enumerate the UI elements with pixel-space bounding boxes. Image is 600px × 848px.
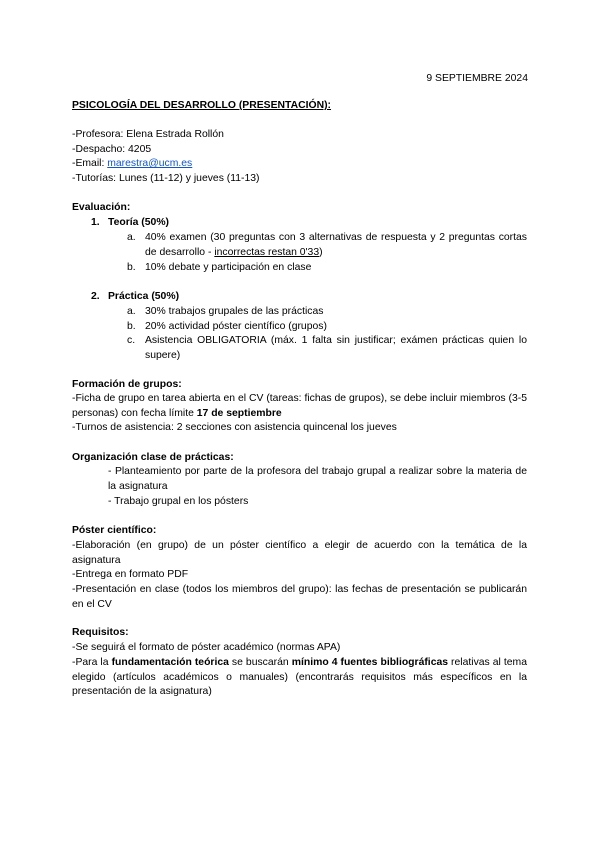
email-line <box>72 157 527 172</box>
teoria-number: 1. <box>91 217 100 228</box>
email-link[interactable]: marestra@ucm.es <box>107 158 193 170</box>
document-title: PSICOLOGÍA DEL DESARROLLO (PRESENTACIÓN): <box>72 100 332 111</box>
formacion-heading: Formación de grupos: <box>72 379 182 390</box>
practica-c-text: Asistencia OBLIGATORIA (máx. 1 falta sin justificar; exámen prácticas quien lo supere) <box>145 335 527 361</box>
requisitos-p2-e: relativas al tema elegido (artículos académicos o manuales) (encontrarás requisitos más específicos en la presentación de la asignatura) <box>72 657 527 698</box>
practica-b-marker: b. <box>127 321 136 332</box>
teoria-b-text: 10% debate y participación en clase <box>145 262 312 273</box>
profesora-line: -Profesora: Elena Estrada Rollón <box>72 129 224 140</box>
poster-p2: -Entrega en formato PDF <box>72 569 189 580</box>
email-label: -Email: <box>72 158 108 170</box>
organizacion-item-1: - Planteamiento por parte de la profesora del trabajo grupal a realizar sobre la materia de la asignatura <box>108 466 527 492</box>
formacion-p2: -Turnos de asistencia: 2 secciones con asistencia quincenal los jueves <box>72 422 397 433</box>
requisitos-p1: -Se seguirá el formato de póster académico (normas APA) <box>72 642 341 653</box>
tutorias-line: -Tutorías: Lunes (11-12) y jueves (11-13) <box>72 172 260 184</box>
evaluacion-heading: Evaluación: <box>72 202 131 213</box>
document-date: 9 SEPTIEMBRE 2024 <box>426 73 528 84</box>
teoria-b-marker: b. <box>127 262 136 273</box>
formacion-p1-text: -Ficha de grupo en tarea abierta en el CV (tareas: fichas de grupos), se debe incluir miembros (3-5 personas) con fecha límite <box>72 393 527 419</box>
teoria-a-main: 40% examen (30 preguntas con 3 alternativas de respuesta y 2 preguntas cortas de desarrollo - <box>145 232 527 258</box>
practica-a-text: 30% trabajos grupales de las prácticas <box>145 306 324 317</box>
formacion-p1 <box>72 392 527 421</box>
requisitos-heading: Requisitos: <box>72 627 129 638</box>
poster-heading: Póster científico: <box>72 525 157 536</box>
contact-info <box>72 128 527 186</box>
teoria-a-text <box>145 231 527 260</box>
practica-c-marker: c. <box>127 335 136 346</box>
organizacion-item-2: - Trabajo grupal en los pósters <box>108 496 249 507</box>
requisitos-p2-c: se buscarán <box>228 657 292 668</box>
teoria-label: Teoría (50%) <box>108 217 170 228</box>
poster-p3: -Presentación en clase (todos los miembros del grupo): las fechas de presentación se publicarán en el CV <box>72 584 527 610</box>
requisitos-p2 <box>72 656 527 700</box>
practica-b-text: 20% actividad póster científico (grupos) <box>145 321 327 332</box>
organizacion-heading: Organización clase de prácticas: <box>72 452 234 463</box>
practica-label: Práctica (50%) <box>108 291 180 302</box>
teoria-a-underlined: incorrectas restan 0'33 <box>214 246 320 258</box>
practica-a-marker: a. <box>127 306 136 317</box>
requisitos-p2-a: -Para la <box>72 657 112 668</box>
poster-p1: -Elaboración (en grupo) de un póster científico a elegir de acuerdo con la temática de la asignatura <box>72 540 527 566</box>
despacho-line: -Despacho: 4205 <box>72 143 152 155</box>
formacion-deadline: 17 de septiembre <box>196 407 282 419</box>
teoria-a-end: ) <box>319 246 323 258</box>
practica-number: 2. <box>91 291 100 302</box>
teoria-a-marker: a. <box>127 232 136 243</box>
requisitos-p2-b: fundamentación teórica <box>111 657 229 668</box>
requisitos-p2-d: mínimo 4 fuentes bibliográficas <box>291 657 449 668</box>
